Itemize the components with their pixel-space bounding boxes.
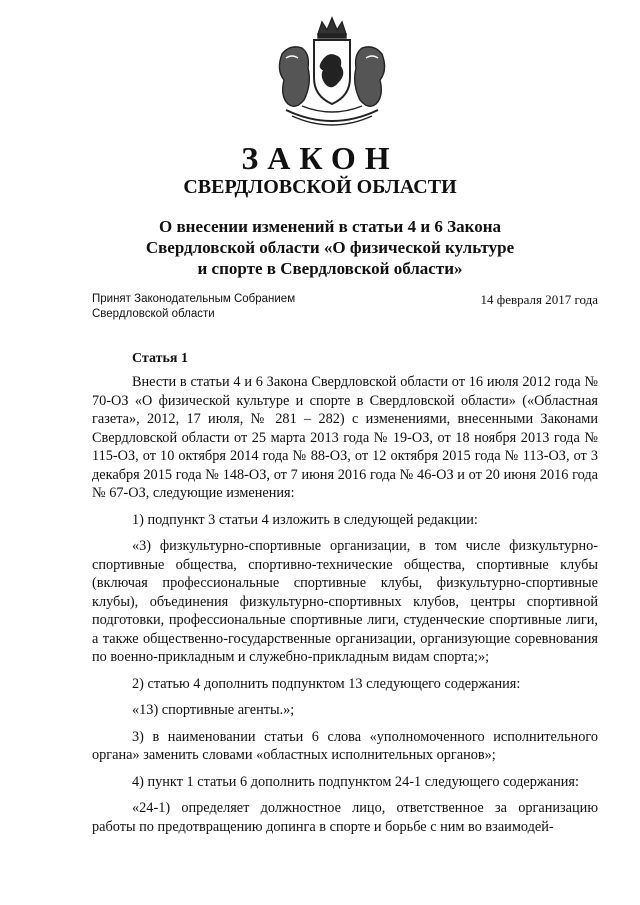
document-type-title: ЗАКОН <box>241 140 399 176</box>
article-body <box>92 373 598 844</box>
article-paragraph: 4) пункт 1 статьи 6 дополнить подпунктом 24-1 следующего содержания: <box>132 773 579 790</box>
subtitle-line: Свердловской области «О физической культуре <box>145 238 515 257</box>
article-paragraph: «3) физкультурно-спортивные организации, в том числе физкультурно-спортивные общества, спортивно-технические общества, спортивные клубы (включая профессиональные спортивные клубы, физкультурно-спортивные клубы), объединения физкультурно-спортивных клубов, центры спортивной подготовки, профессиональные спортивные лиги, студенческие спортивные лиги, а также общественно-государственные организации, организующие соревнования по военно-прикладным и служебно-прикладным видам спорта;»; <box>92 538 598 665</box>
adopted-by <box>92 292 295 322</box>
subtitle-line: О внесении изменений в статьи 4 и 6 Закона <box>159 217 501 236</box>
article-paragraph: «13) спортивные агенты.»; <box>132 702 295 718</box>
article-heading: Статья 1 <box>132 351 188 366</box>
subtitle-line: и спорте в Свердловской области» <box>197 259 463 278</box>
law-subtitle <box>100 216 560 279</box>
region-title: СВЕРДЛОВСКОЙ ОБЛАСТИ <box>183 176 457 198</box>
coat-of-arms-emblem <box>262 14 402 132</box>
article-paragraph: 3) в наименовании статьи 6 слова «уполномоченного исполнительного органа» заменить словами «областных исполнительных органов»; <box>92 728 598 763</box>
article-paragraph: 1) подпункт 3 статьи 4 изложить в следующей редакции: <box>132 511 478 528</box>
adoption-date: 14 февраля 2017 года <box>480 292 598 307</box>
adopted-line: Свердловской области <box>92 308 215 320</box>
article-paragraph: «24-1) определяет должностное лицо, ответственное за организацию работы по предотвращению допинга в спорте и борьбе с ним во взаимодей- <box>92 800 598 835</box>
adopted-line: Принят Законодательным Собранием <box>92 293 296 305</box>
article-paragraph: 2) статью 4 дополнить подпунктом 13 следующего содержания: <box>132 675 521 692</box>
article-paragraph: Внести в статьи 4 и 6 Закона Свердловской области от 16 июля 2012 года № 70-ОЗ «О физической культуре и спорте в Свердловской области» («Областная газета», 2012, 17 июля, № 281 – 282) с изменениями, внесенными Законами Свердловской области от 25 марта 2013 года № 19-ОЗ, от 18 ноября 2013 года № 115-ОЗ, от 10 октября 2014 года № 88-ОЗ, от 12 октября 2015 года № 113-ОЗ, от 3 декабря 2015 года № 148-ОЗ, от 7 июня 2016 года № 46-ОЗ и от 20 июня 2016 года № 67-ОЗ, следующие изменения: <box>92 374 598 501</box>
